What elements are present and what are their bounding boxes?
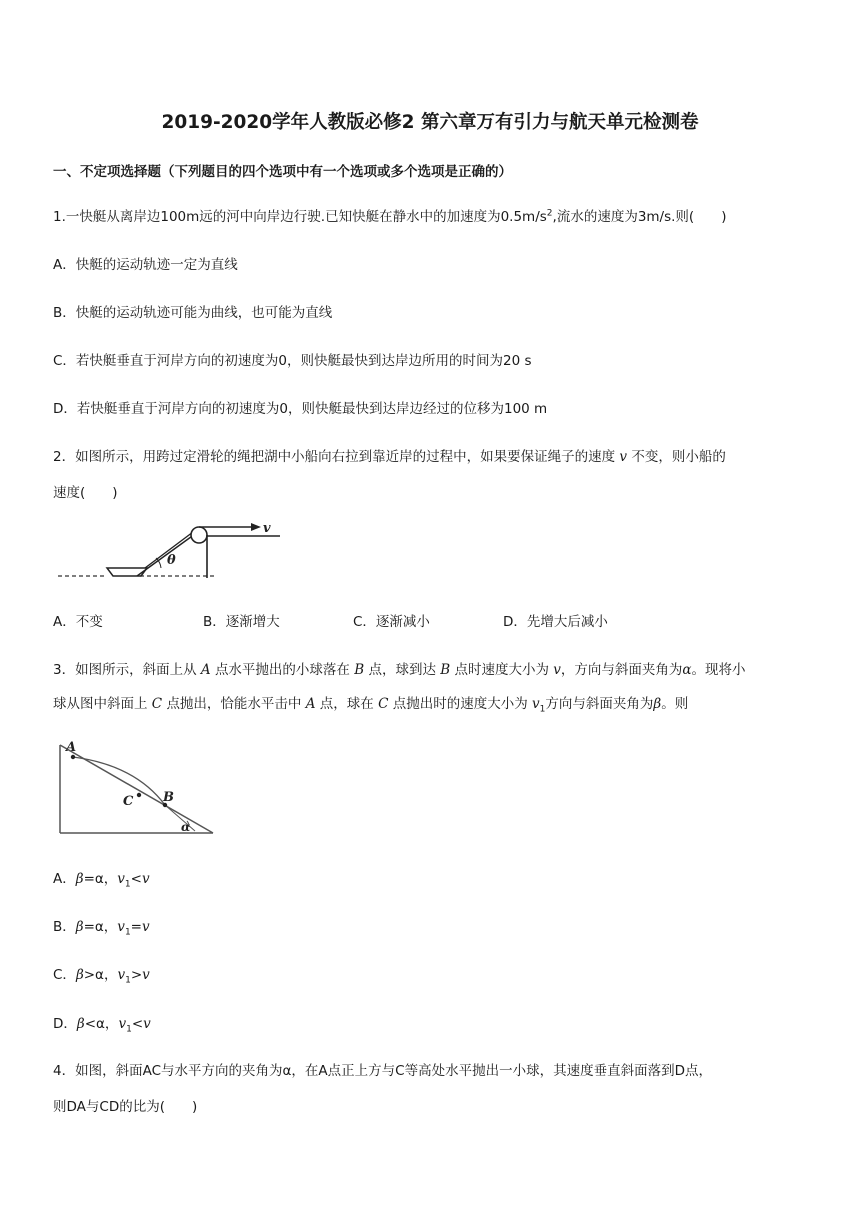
q2-option-d: D．先增大后减小 <box>503 614 608 630</box>
q3-figure-b-label: B <box>163 790 174 805</box>
q3-incline-figure <box>55 735 225 840</box>
q2-stem-line2: 速度( ) <box>53 485 118 501</box>
q2-figure-v-label: v <box>263 521 271 536</box>
q4-stem-line2: 则DA与CD的比为( ) <box>53 1099 198 1115</box>
q1-option-a: A．快艇的运动轨迹一定为直线 <box>53 257 238 273</box>
q3-stem-line1: 3．如图所示，斜面上从 A 点水平抛出的小球落在 B 点，球到达 B 点时速度大小为 v，方向与斜面夹角为α。现将小 <box>53 662 746 678</box>
q3-figure-alpha-label: α <box>181 820 191 834</box>
q2-option-c: C．逐渐减小 <box>353 614 430 630</box>
q3-option-c: C．β>α，$v_1>v$ <box>53 967 150 986</box>
q2-pulley-figure <box>55 512 290 584</box>
q1-option-c: C．若快艇垂直于河岸方向的初速度为0，则快艇最快到达岸边所用的时间为20 s <box>53 353 532 369</box>
q3-figure-c-label: C <box>123 794 134 809</box>
q2-option-b: B．逐渐增大 <box>203 614 280 630</box>
q2-stem-line1: 2．如图所示，用跨过定滑轮的绳把湖中小船向右拉到靠近岸的过程中，如果要保证绳子的速度 v 不变，则小船的 <box>53 449 726 465</box>
q3-option-b: B．β=α，$v_1=v$ <box>53 919 150 938</box>
q1-option-b: B．快艇的运动轨迹可能为曲线，也可能为直线 <box>53 305 333 321</box>
q3-option-d: D．β<α，$v_1<v$ <box>53 1016 151 1035</box>
q1-stem: 1.一快艇从离岸边100m远的河中向岸边行驶.已知快艇在静水中的加速度为$0.5m/s^2$,流水的速度为3m/s.则( ) <box>53 208 727 225</box>
q3-figure-a-label: A <box>66 740 77 755</box>
q2-figure-theta-label: θ <box>167 553 176 568</box>
q3-stem-line2: 球从图中斜面上 C 点抛出，恰能水平击中 A 点，球在 C 点抛出时的速度大小为 $v_1$方向与斜面夹角为β。则 <box>53 696 689 715</box>
q4-stem-line1: 4．如图，斜面AC与水平方向的夹角为α，在A点正上方与C等高处水平抛出一小球，其速度垂直斜面落到D点， <box>53 1063 712 1079</box>
page-title: 2019-2020学年人教版必修2 第六章万有引力与航天单元检测卷 <box>161 112 699 133</box>
section-heading: 一、不定项选择题（下列题目的四个选项中有一个选项或多个选项是正确的） <box>53 164 512 180</box>
q1-option-d: D．若快艇垂直于河岸方向的初速度为0，则快艇最快到达岸边经过的位移为100 m <box>53 401 548 417</box>
q2-option-a: A．不变 <box>53 614 103 630</box>
q3-option-a: A．β=α，$v_1<v$ <box>53 871 150 890</box>
